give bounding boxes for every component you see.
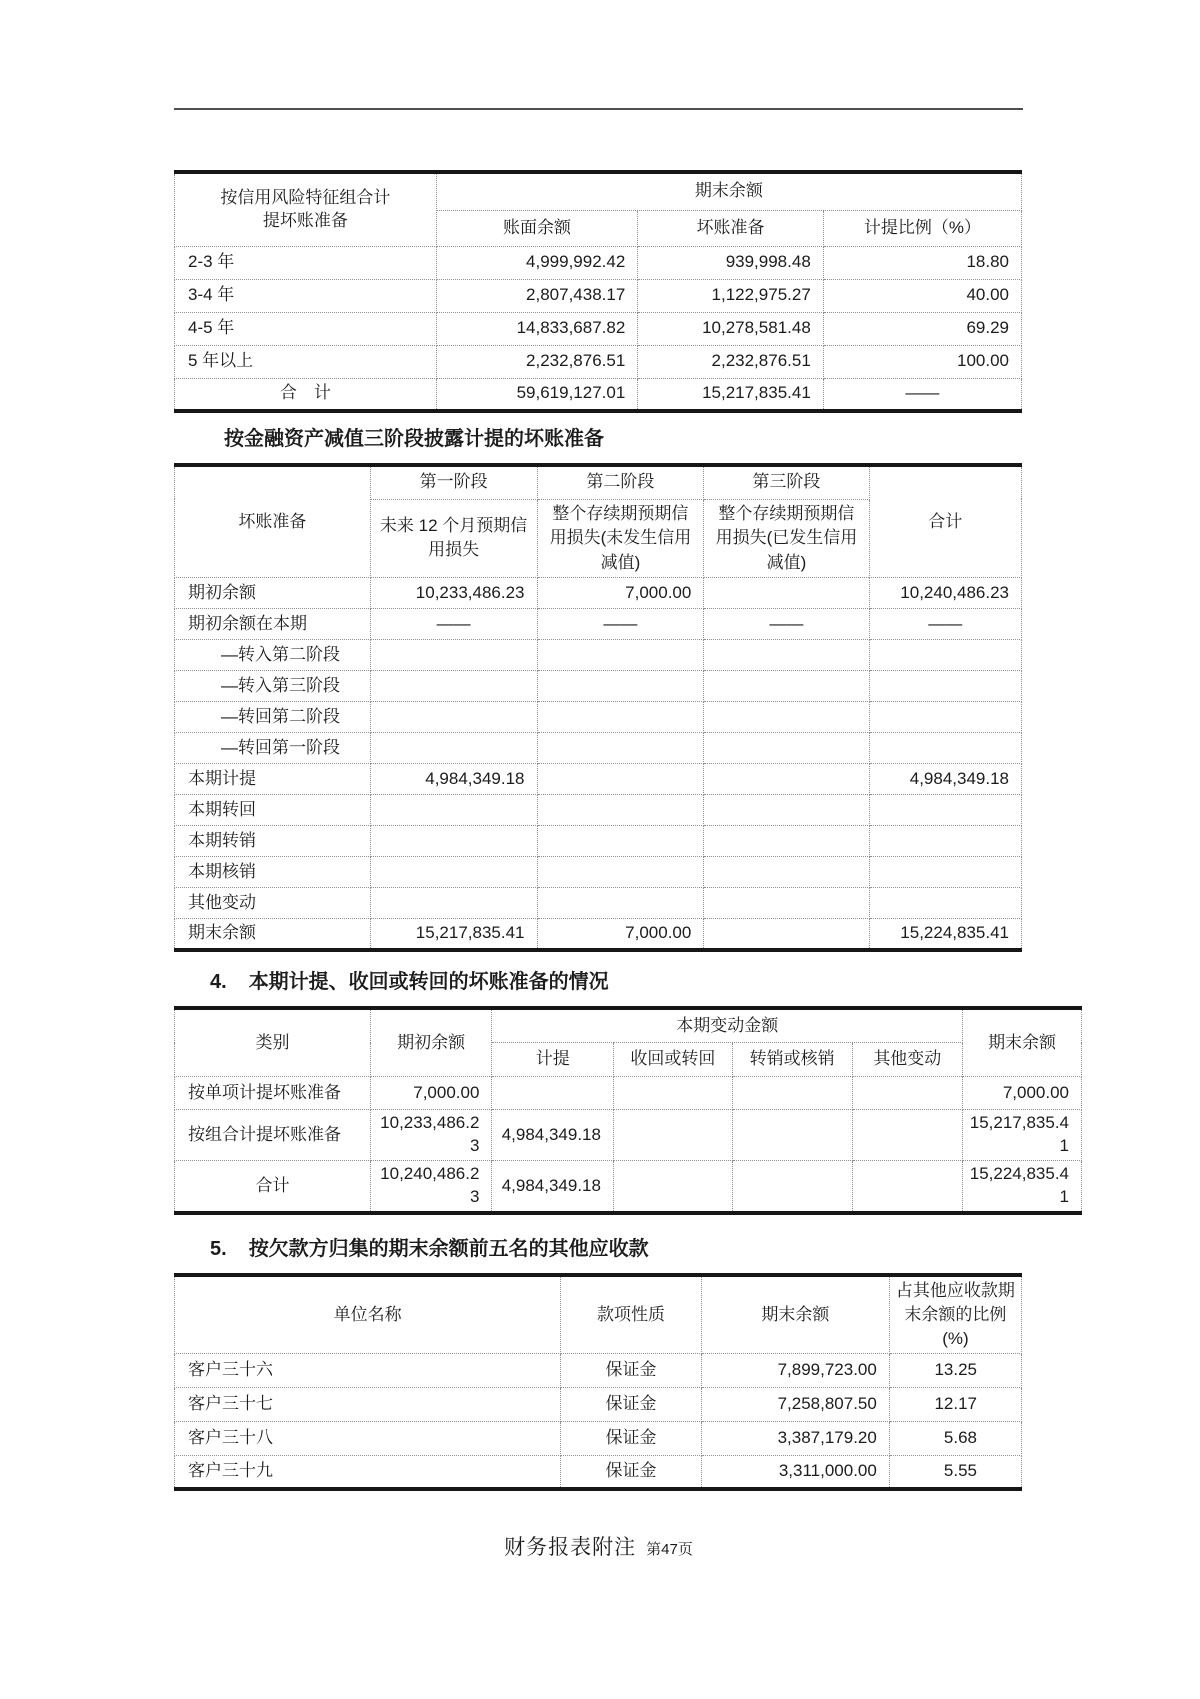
value-cell: [732, 1110, 852, 1161]
value-cell: 7,000.00: [537, 919, 704, 950]
provision-changes-table: [174, 1006, 1082, 1215]
table-header-row: [175, 465, 1022, 499]
total-header-cell: 合计: [869, 465, 1022, 578]
corner-header-cell: 类别: [175, 1008, 371, 1077]
row-label-cell: 期初余额在本期: [175, 609, 371, 640]
value-cell: 3,311,000.00: [701, 1455, 889, 1489]
row-label-cell: —转入第三阶段: [175, 671, 371, 702]
column-header-cell: 计提比例（%）: [823, 210, 1021, 246]
value-cell: 7,000.00: [370, 1077, 492, 1110]
section5-number: 5.: [210, 1238, 227, 1261]
value-cell: [537, 764, 704, 795]
value-cell: [370, 888, 537, 919]
table-row-total: [175, 1161, 1082, 1213]
value-cell: 15,217,835.41: [638, 378, 823, 411]
group-header-cell: 期末余额: [436, 172, 1021, 210]
column-header-cell: 款项性质: [561, 1275, 702, 1353]
table-header-row: [175, 1008, 1082, 1043]
value-cell: 15,224,835.41: [869, 919, 1022, 950]
closing-header-cell: 期末余额: [963, 1008, 1082, 1077]
value-cell: 4,984,349.18: [370, 764, 537, 795]
value-cell: [370, 795, 537, 826]
column-header-cell: 收回或转回: [613, 1043, 732, 1077]
value-cell: [613, 1077, 732, 1110]
row-label-cell: 本期转回: [175, 795, 371, 826]
table-row: [175, 640, 1022, 671]
corner-header-cell: 按信用风险特征组合计提坏账准备: [175, 172, 437, 246]
value-cell: [704, 671, 869, 702]
row-label-cell: —转回第二阶段: [175, 702, 371, 733]
value-cell: [537, 702, 704, 733]
column-header-cell: 转销或核销: [732, 1043, 852, 1077]
value-cell: 7,899,723.00: [701, 1353, 889, 1387]
table-row: [175, 919, 1022, 950]
table-header-row: [175, 1275, 1022, 1353]
value-cell: 15,217,835.41: [370, 919, 537, 950]
column-header-cell: 期末余额: [701, 1275, 889, 1353]
value-cell: 7,000.00: [537, 578, 704, 609]
table-header-row: [175, 172, 1022, 210]
value-cell: 40.00: [823, 279, 1021, 312]
row-label-cell: 3-4 年: [175, 279, 437, 312]
value-cell: [852, 1161, 963, 1213]
row-label-cell: 本期计提: [175, 764, 371, 795]
value-cell: [704, 702, 869, 733]
value-cell: [537, 640, 704, 671]
value-cell: [869, 671, 1022, 702]
value-cell: 4,984,349.18: [492, 1161, 614, 1213]
value-cell: [704, 888, 869, 919]
stage-subheader-cell: 整个存续期预期信用损失(已发生信用减值): [704, 499, 869, 578]
row-label-cell: 客户三十六: [175, 1353, 561, 1387]
value-cell: 4,984,349.18: [492, 1110, 614, 1161]
value-cell: [613, 1161, 732, 1213]
table-row: [175, 733, 1022, 764]
value-cell: ——: [869, 609, 1022, 640]
stage-header-cell: 第二阶段: [537, 465, 704, 499]
value-cell: 3,387,179.20: [701, 1421, 889, 1455]
row-label-cell: 5 年以上: [175, 345, 437, 378]
value-cell: 15,224,835.41: [963, 1161, 1082, 1213]
table-row: [175, 345, 1022, 378]
value-cell: [370, 826, 537, 857]
footer-title: 财务报表附注: [504, 1536, 637, 1560]
value-cell: ——: [537, 609, 704, 640]
value-cell: 2,232,876.51: [638, 345, 823, 378]
value-cell: 15,217,835.41: [963, 1110, 1082, 1161]
value-cell: [537, 795, 704, 826]
value-cell: ——: [704, 609, 869, 640]
row-label-cell: 期初余额: [175, 578, 371, 609]
row-label-cell: 期末余额: [175, 919, 371, 950]
value-cell: [869, 888, 1022, 919]
value-cell: [704, 733, 869, 764]
value-cell: [732, 1161, 852, 1213]
value-cell: [704, 795, 869, 826]
value-cell: 7,000.00: [963, 1077, 1082, 1110]
value-cell: [704, 578, 869, 609]
value-cell: 保证金: [561, 1353, 702, 1387]
value-cell: [537, 857, 704, 888]
value-cell: 12.17: [889, 1387, 1021, 1421]
credit-risk-provision-table: [174, 170, 1022, 413]
table-row-total: [175, 378, 1022, 411]
value-cell: [492, 1077, 614, 1110]
value-cell: [732, 1077, 852, 1110]
three-stage-provision-table: [174, 463, 1022, 952]
value-cell: ——: [370, 609, 537, 640]
section4-title: 本期计提、收回或转回的坏账准备的情况: [248, 970, 609, 993]
value-cell: 4,984,349.18: [869, 764, 1022, 795]
value-cell: 13.25: [889, 1353, 1021, 1387]
value-cell: 59,619,127.01: [436, 378, 638, 411]
table-row: [175, 888, 1022, 919]
row-label-cell: 客户三十七: [175, 1387, 561, 1421]
value-cell: [370, 671, 537, 702]
value-cell: 100.00: [823, 345, 1021, 378]
table-row: [175, 1455, 1022, 1489]
table-row: [175, 671, 1022, 702]
row-label-cell: 合计: [175, 1161, 371, 1213]
table-row: [175, 1077, 1082, 1110]
value-cell: [370, 857, 537, 888]
column-header-cell: 账面余额: [436, 210, 638, 246]
group-header-cell: 本期变动金额: [492, 1008, 963, 1043]
value-cell: [704, 640, 869, 671]
value-cell: [613, 1110, 732, 1161]
table-row: [175, 764, 1022, 795]
opening-header-cell: 期初余额: [370, 1008, 492, 1077]
row-label-cell: 其他变动: [175, 888, 371, 919]
value-cell: [370, 733, 537, 764]
value-cell: 4,999,992.42: [436, 246, 638, 279]
value-cell: [537, 671, 704, 702]
value-cell: 保证金: [561, 1455, 702, 1489]
header-rule: [174, 108, 1023, 110]
value-cell: 10,240,486.23: [370, 1161, 492, 1213]
table-row: [175, 1421, 1022, 1455]
value-cell: 10,278,581.48: [638, 312, 823, 345]
value-cell: 10,240,486.23: [869, 578, 1022, 609]
table-row: [175, 795, 1022, 826]
value-cell: 保证金: [561, 1421, 702, 1455]
value-cell: 5.55: [889, 1455, 1021, 1489]
value-cell: [537, 888, 704, 919]
value-cell: [869, 702, 1022, 733]
value-cell: [869, 733, 1022, 764]
value-cell: 10,233,486.23: [370, 578, 537, 609]
table-row: [175, 279, 1022, 312]
corner-header-cell: 坏账准备: [175, 465, 371, 578]
table-row: [175, 826, 1022, 857]
column-header-cell: 其他变动: [852, 1043, 963, 1077]
value-cell: ——: [823, 378, 1021, 411]
row-label-cell: —转入第二阶段: [175, 640, 371, 671]
value-cell: [869, 857, 1022, 888]
value-cell: [869, 795, 1022, 826]
row-label-cell: 合 计: [175, 378, 437, 411]
column-header-cell: 单位名称: [175, 1275, 561, 1353]
table-row: [175, 1353, 1022, 1387]
row-label-cell: —转回第一阶段: [175, 733, 371, 764]
value-cell: [852, 1110, 963, 1161]
table-row: [175, 609, 1022, 640]
value-cell: [852, 1077, 963, 1110]
section5-title: 按欠款方归集的期末余额前五名的其他应收款: [248, 1238, 649, 1261]
stage-header-cell: 第三阶段: [704, 465, 869, 499]
column-header-cell: 坏账准备: [638, 210, 823, 246]
page-footer: [174, 1531, 1023, 1561]
value-cell: 1,122,975.27: [638, 279, 823, 312]
value-cell: 5.68: [889, 1421, 1021, 1455]
value-cell: [869, 826, 1022, 857]
value-cell: [869, 640, 1022, 671]
stage-subheader-cell: 整个存续期预期信用损失(未发生信用减值): [537, 499, 704, 578]
row-label-cell: 4-5 年: [175, 312, 437, 345]
value-cell: [704, 857, 869, 888]
top-five-receivables-table: [174, 1273, 1022, 1491]
row-label-cell: 客户三十八: [175, 1421, 561, 1455]
impairment-stages-heading: 按金融资产减值三阶段披露计提的坏账准备: [224, 428, 604, 450]
stage-subheader-cell: 未来 12 个月预期信用损失: [370, 499, 537, 578]
section5-heading: [210, 1235, 1200, 1263]
value-cell: [704, 919, 869, 950]
table-row: [175, 1387, 1022, 1421]
value-cell: 2,232,876.51: [436, 345, 638, 378]
row-label-cell: 本期转销: [175, 826, 371, 857]
row-label-cell: 按组合计提坏账准备: [175, 1110, 371, 1161]
value-cell: [370, 640, 537, 671]
table-row: [175, 1110, 1082, 1161]
value-cell: 14,833,687.82: [436, 312, 638, 345]
section4-heading: [210, 968, 1200, 996]
value-cell: [537, 826, 704, 857]
table-row: [175, 702, 1022, 733]
stage-header-cell: 第一阶段: [370, 465, 537, 499]
row-label-cell: 按单项计提坏账准备: [175, 1077, 371, 1110]
value-cell: 保证金: [561, 1387, 702, 1421]
row-label-cell: 本期核销: [175, 857, 371, 888]
value-cell: 7,258,807.50: [701, 1387, 889, 1421]
value-cell: 939,998.48: [638, 246, 823, 279]
value-cell: 10,233,486.23: [370, 1110, 492, 1161]
column-header-cell: 占其他应收款期末余额的比例(%): [889, 1275, 1021, 1353]
value-cell: [704, 826, 869, 857]
value-cell: [370, 702, 537, 733]
table-row: [175, 246, 1022, 279]
table-row: [175, 857, 1022, 888]
value-cell: 18.80: [823, 246, 1021, 279]
value-cell: 69.29: [823, 312, 1021, 345]
section4-number: 4.: [210, 970, 227, 993]
row-label-cell: 2-3 年: [175, 246, 437, 279]
value-cell: 2,807,438.17: [436, 279, 638, 312]
value-cell: [537, 733, 704, 764]
column-header-cell: 计提: [492, 1043, 614, 1077]
value-cell: [704, 764, 869, 795]
page-number: 第47页: [646, 1541, 693, 1559]
row-label-cell: 客户三十九: [175, 1455, 561, 1489]
table-row: [175, 312, 1022, 345]
table-row: [175, 578, 1022, 609]
